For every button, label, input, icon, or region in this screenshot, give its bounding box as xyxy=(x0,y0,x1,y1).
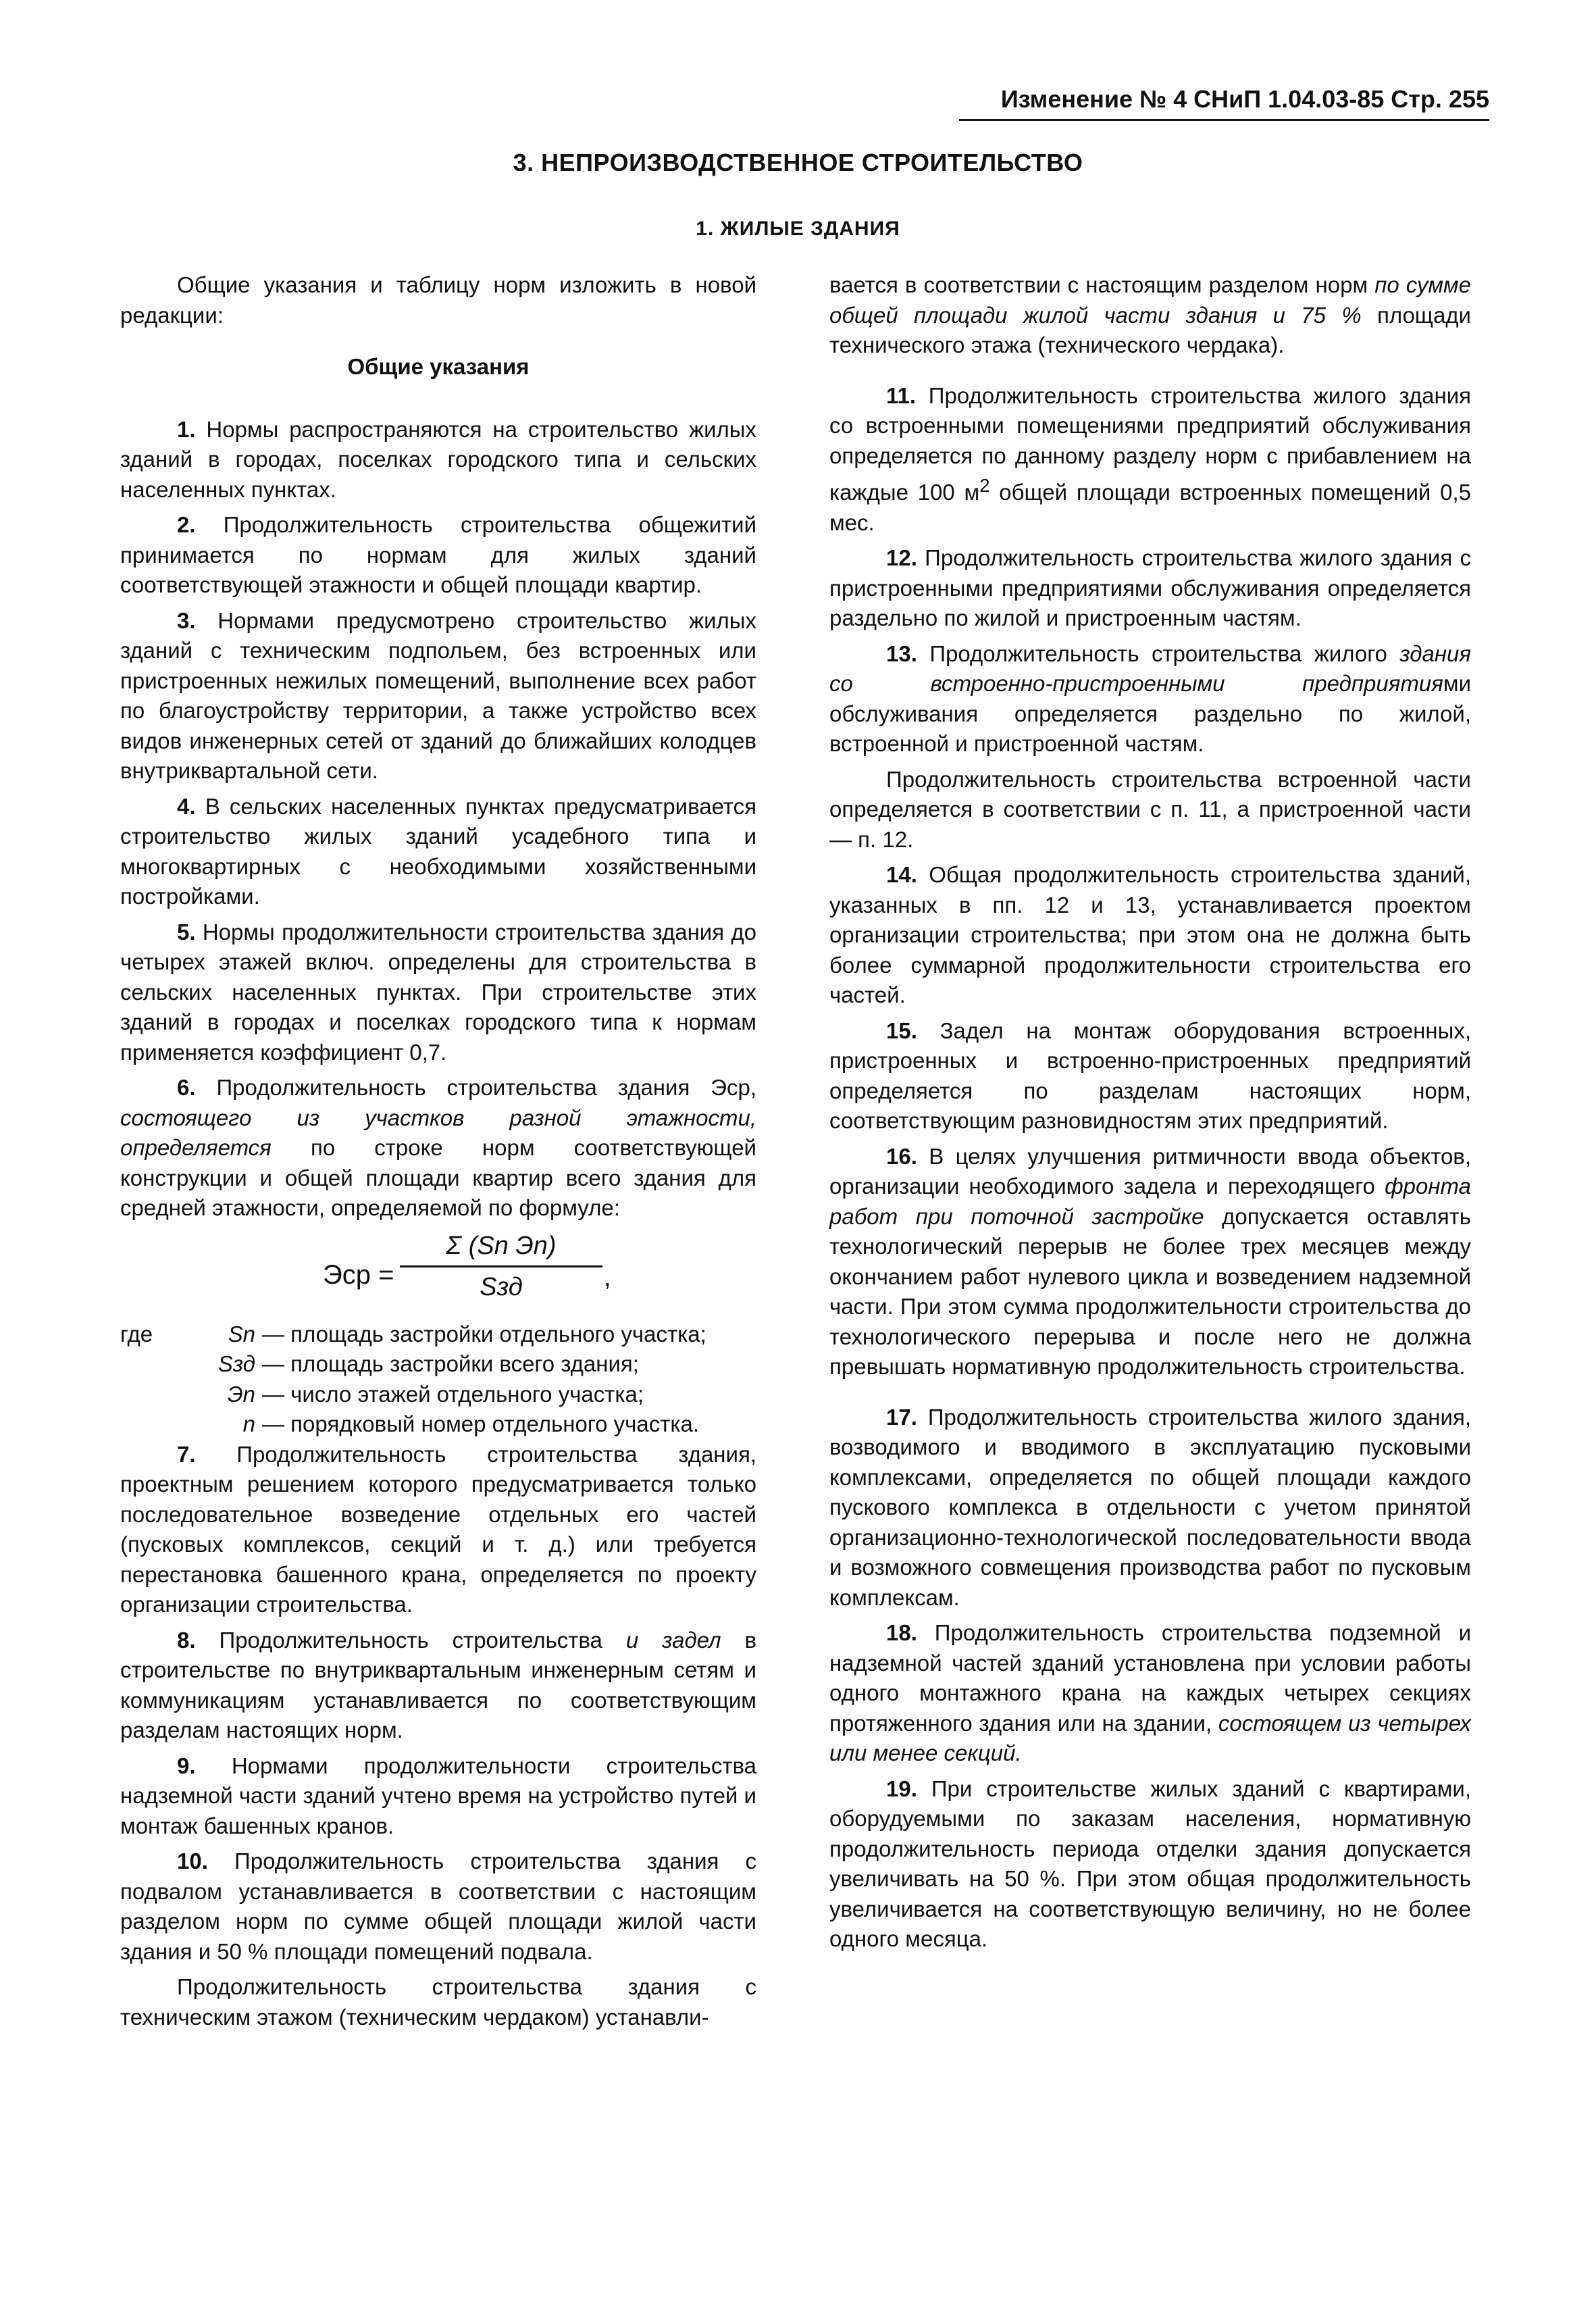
paragraph-text: При строительстве жилых зданий с квартирами, оборудуемыми по заказам населения, нормативную продолжительность периода отделки здания допускается увеличивать на 50 %. При этом общая продолжительность увеличивается на соответствующую величину, но не более одного месяца. xyxy=(829,1776,1472,1951)
paragraph-text-italic: состоящем из четырех или менее секций. xyxy=(829,1710,1471,1765)
average-floors-formula xyxy=(120,1229,756,1317)
legend-symbol: Sn xyxy=(228,1321,255,1347)
formula-numerator: Σ (Sn Эn) xyxy=(446,1231,557,1260)
paragraph-number: 8. xyxy=(177,1627,196,1653)
paragraph-8 xyxy=(120,1626,756,1746)
header-rule xyxy=(959,119,1489,121)
paragraph-text: по строке норм соответствующей конструкции и общей площади квартир всего здания для средней этажности, определяемой по формуле: xyxy=(120,1135,756,1220)
formula-lhs: Эср = xyxy=(323,1259,394,1290)
paragraph-text: Нормами предусмотрено строительство жилых зданий с техническим подпольем, без встроенных или пристроенных нежилых помещений, выполнение всех работ по благоустройству территории, а также устройство всех видов инженерных сетей от зданий до ближайших колодцев внутриквартальной сети. xyxy=(120,607,757,783)
paragraph-text: Нормы продолжительности строительства здания до четырех этажей включ. определены для строительства в сельских населенных пунктах. При строительстве этих зданий в городах и поселках городского типа к нормам применяется коэффициент 0,7. xyxy=(120,919,756,1065)
legend-description: — число этажей отдельного участка; xyxy=(262,1381,644,1407)
paragraph-number: 14. xyxy=(886,862,917,887)
paragraph-text: Задел на монтаж оборудования встроенных, пристроенных и встроенно-пристроенных предприятий определяется по разделам настоящих норм, соответствующим разновидностям этих предприятий. xyxy=(829,1017,1471,1133)
paragraph-text: Общая продолжительность строительства зданий, указанных в пп. 12 и 13, устанавливается проектом организации строительства; при этом она не должна быть более суммарной продолжительности строительства его частей. xyxy=(829,862,1471,1007)
paragraph-text-italic: состоящего из участков разной этажности, определяется xyxy=(120,1105,756,1160)
paragraph-number: 5. xyxy=(177,919,196,945)
paragraph-1 xyxy=(120,415,756,505)
paragraph-text-italic: и задел xyxy=(625,1627,721,1653)
intro-paragraph: Общие указания и таблицу норм изложить в новой редакции: xyxy=(120,272,756,328)
paragraph-10-tail xyxy=(829,270,1471,361)
subsection-title: 1. ЖИЛЫЕ ЗДАНИЯ xyxy=(696,218,900,240)
paragraph-text: Продолжительность строительства жилого здания со встроенными помещениями предприятий обслуживания определяется по данному разделу норм с прибавлением на каждые 100 м xyxy=(829,382,1471,505)
paragraph-number: 7. xyxy=(177,1441,196,1467)
paragraph-3 xyxy=(120,606,756,786)
paragraph-text: Продолжительность строительства xyxy=(219,1627,626,1653)
paragraph-text: Нормами продолжительности строительства надземной части зданий учтено время на устройство путей и монтаж башенных кранов. xyxy=(120,1753,756,1838)
paragraph-number: 1. xyxy=(177,416,196,442)
paragraph-number: 4. xyxy=(177,793,196,819)
fraction-bar xyxy=(400,1265,602,1267)
paragraph-13-continued: Продолжительность строительства встроенной части определяется в соответствии с п. 11, а пристроенной части — п. 12. xyxy=(829,766,1471,852)
paragraph-number: 10. xyxy=(177,1848,208,1873)
left-column xyxy=(120,270,756,2038)
legend-description: — площадь застройки отдельного участка; xyxy=(262,1321,706,1347)
section-title: 3. НЕПРОИЗВОДСТВЕННОЕ СТРОИТЕЛЬСТВО xyxy=(513,149,1083,176)
paragraph-18 xyxy=(829,1618,1471,1769)
paragraph-text: В целях улучшения ритмичности ввода объектов, организации необходимого задела и переходящего xyxy=(829,1143,1471,1199)
paragraph-text: Продолжительность строительства здания, проектным решением которого предусматривается только последовательное возведение отдельных его частей (пусковых комплексов, секций и т. д.) или требуется перестановка башенного крана, определяется по проекту организации строительства. xyxy=(120,1441,756,1617)
paragraph-11 xyxy=(829,381,1471,538)
right-column xyxy=(829,270,1471,1960)
running-header: Изменение № 4 СНиП 1.04.03-85 Стр. 255 xyxy=(1000,85,1489,113)
paragraph-16 xyxy=(829,1142,1471,1382)
paragraph-number: 17. xyxy=(886,1404,917,1430)
paragraph-12 xyxy=(829,543,1471,634)
paragraph-number: 13. xyxy=(886,640,917,666)
paragraph-7 xyxy=(120,1440,756,1620)
paragraph-number: 16. xyxy=(886,1143,917,1169)
paragraph-5 xyxy=(120,917,756,1068)
paragraph-10-continued: Продолжительность строительства здания с техническим этажом (техническим чердаком) устанавли- xyxy=(120,1974,756,2030)
paragraph-number: 11. xyxy=(886,382,917,408)
paragraph-9 xyxy=(120,1751,756,1842)
paragraph-number: 9. xyxy=(177,1753,196,1778)
paragraph-text-italic: фронта работ при поточной застройке xyxy=(829,1174,1471,1229)
paragraph-text: в строительстве по внутриквартальным инженерным сетям и коммуникациям устанавливается по соответствующим разделам настоящих норм. xyxy=(120,1627,757,1742)
paragraph-text: общей площади встроенных помещений 0,5 мес. xyxy=(829,480,1471,535)
paragraph-text: Продолжительность строительства общежитий принимается по нормам для жилых зданий соответствующей этажности и общей площади квартир. xyxy=(120,512,757,597)
paragraph-text: В сельских населенных пунктах предусматривается строительство жилых зданий усадебного типа и многоквартирных с необходимыми хозяйственными постройками. xyxy=(120,793,756,909)
paragraph-number: 19. xyxy=(886,1776,917,1801)
legend-symbol: Эn xyxy=(227,1381,255,1407)
paragraph-text: Продолжительность строительства жилого здания с пристроенными предприятиями обслуживания определяется раздельно по жилой и пристроенным частям. xyxy=(829,545,1471,630)
paragraph-6 xyxy=(120,1073,756,1224)
legend-symbol: Sзд xyxy=(217,1351,255,1376)
paragraph-text: Нормы распространяются на строительство жилых зданий в городах, поселках городского типа и сельских населенных пунктах. xyxy=(120,416,756,502)
paragraph-text: вается в соответствии с настоящим разделом норм xyxy=(829,272,1375,297)
paragraph-number: 2. xyxy=(177,512,196,537)
paragraph-15 xyxy=(829,1016,1471,1136)
formula-denominator: Sзд xyxy=(480,1272,523,1301)
paragraph-text-italic: здания со встроенно-пристроенными предприятия xyxy=(829,640,1472,696)
paragraph-2 xyxy=(120,510,756,601)
paragraph-number: 12. xyxy=(886,545,917,570)
legend-description: — площадь застройки всего здания; xyxy=(262,1351,639,1376)
legend-symbol: n xyxy=(242,1411,255,1436)
paragraph-text: Продолжительность строительства жилого здания, возводимого и вводимого в эксплуатацию пусковыми комплексами, определяется по общей площади каждого пускового комплекса в отдельности с учетом принятой организационно-технологической последовательности ввода и возможного совмещения производства работ по пусковым комплексам. xyxy=(829,1404,1471,1610)
paragraph-13 xyxy=(829,639,1471,759)
paragraph-number: 6. xyxy=(177,1075,196,1100)
paragraph-text: Продолжительность строительства подземной и надземной частей зданий установлена при условии работы одного монтажного крана на каждых четырех секциях протяженного здания или на здании, xyxy=(829,1620,1471,1736)
formula-comma: , xyxy=(604,1263,611,1292)
legend-description: — порядковый номер отдельного участка. xyxy=(262,1411,700,1436)
paragraph-text-italic: по сумме общей площади жилой части здания и 75 % xyxy=(829,272,1471,328)
paragraph-text: допускается оставлять технологический перерыв не более трех месяцев между окончанием работ нулевого цикла и возведением надземной части. При этом сумма продолжительности строительства до технологического перерыва и после него не должна превышать нормативную продолжительность строительства. xyxy=(829,1203,1471,1379)
legend-where-word: где xyxy=(120,1321,153,1347)
formula-fraction xyxy=(400,1229,602,1304)
paragraph-4 xyxy=(120,792,756,912)
paragraph-number: 15. xyxy=(886,1017,917,1043)
paragraph-number: 18. xyxy=(886,1620,917,1645)
paragraph-10 xyxy=(120,1846,756,1967)
general-heading: Общие указания xyxy=(347,354,530,379)
paragraph-text: Продолжительность строительства жилого xyxy=(929,640,1400,666)
paragraph-text: Продолжительность строительства здания Эср, xyxy=(216,1075,756,1100)
superscript: 2 xyxy=(979,475,990,496)
paragraph-text: Продолжительность строительства здания с подвалом устанавливается в соответствии с настоящим разделом норм по сумме общей площади жилой части здания и 50 % площади помещений подвала. xyxy=(120,1848,757,1964)
paragraph-text: площади технического этажа (технического чердака). xyxy=(829,302,1471,357)
paragraph-19 xyxy=(829,1774,1471,1955)
paragraph-17 xyxy=(829,1403,1471,1613)
paragraph-14 xyxy=(829,860,1471,1011)
paragraph-number: 3. xyxy=(177,607,196,633)
formula-legend xyxy=(120,1319,756,1440)
paragraph-text: ми обслуживания определяется раздельно по жилой, встроенной и пристроенной частям. xyxy=(829,671,1471,756)
